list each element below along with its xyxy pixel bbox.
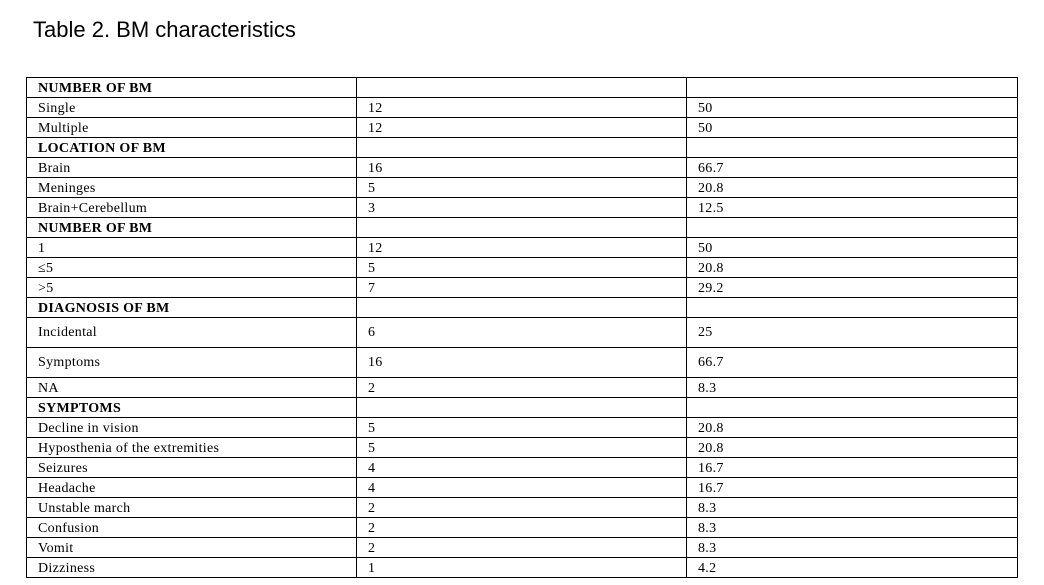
count-cell: 2 <box>357 538 687 558</box>
row-label-cell: NUMBER OF BM <box>27 78 357 98</box>
count-cell: 1 <box>357 558 687 578</box>
percent-cell: 20.8 <box>687 438 1018 458</box>
row-label-cell: LOCATION OF BM <box>27 138 357 158</box>
count-cell: 5 <box>357 438 687 458</box>
row-label-cell: Incidental <box>27 318 357 348</box>
percent-cell: 29.2 <box>687 278 1018 298</box>
table-row <box>27 118 1018 138</box>
row-label-cell: Hyposthenia of the extremities <box>27 438 357 458</box>
table-row <box>27 198 1018 218</box>
count-cell: 12 <box>357 118 687 138</box>
count-cell: 2 <box>357 498 687 518</box>
table-body <box>27 78 1018 578</box>
row-label-cell: Unstable march <box>27 498 357 518</box>
table-row <box>27 158 1018 178</box>
table-row <box>27 438 1018 458</box>
percent-cell <box>687 78 1018 98</box>
count-cell: 2 <box>357 518 687 538</box>
percent-cell: 8.3 <box>687 538 1018 558</box>
count-cell: 16 <box>357 348 687 378</box>
table-row <box>27 318 1018 348</box>
percent-cell: 12.5 <box>687 198 1018 218</box>
count-cell: 3 <box>357 198 687 218</box>
count-cell: 12 <box>357 98 687 118</box>
bm-characteristics-table <box>26 77 1018 578</box>
row-label-cell: Dizziness <box>27 558 357 578</box>
table-row <box>27 178 1018 198</box>
row-label-cell: Brain <box>27 158 357 178</box>
row-label-cell: Brain+Cerebellum <box>27 198 357 218</box>
row-label-cell: Meninges <box>27 178 357 198</box>
section-heading-row <box>27 218 1018 238</box>
percent-cell: 8.3 <box>687 378 1018 398</box>
count-cell: 12 <box>357 238 687 258</box>
percent-cell: 66.7 <box>687 158 1018 178</box>
section-heading-row <box>27 398 1018 418</box>
count-cell <box>357 138 687 158</box>
table-row <box>27 518 1018 538</box>
row-label-cell: 1 <box>27 238 357 258</box>
percent-cell: 20.8 <box>687 178 1018 198</box>
percent-cell: 8.3 <box>687 498 1018 518</box>
count-cell <box>357 298 687 318</box>
count-cell: 7 <box>357 278 687 298</box>
count-cell: 2 <box>357 378 687 398</box>
table-row <box>27 418 1018 438</box>
count-cell: 4 <box>357 458 687 478</box>
row-label-cell: SYMPTOMS <box>27 398 357 418</box>
count-cell <box>357 398 687 418</box>
row-label-cell: Decline in vision <box>27 418 357 438</box>
percent-cell: 66.7 <box>687 348 1018 378</box>
row-label-cell: Single <box>27 98 357 118</box>
row-label-cell: DIAGNOSIS OF BM <box>27 298 357 318</box>
count-cell: 5 <box>357 178 687 198</box>
count-cell: 16 <box>357 158 687 178</box>
count-cell <box>357 218 687 238</box>
percent-cell <box>687 218 1018 238</box>
percent-cell <box>687 138 1018 158</box>
table-row <box>27 498 1018 518</box>
table-row <box>27 98 1018 118</box>
percent-cell: 16.7 <box>687 458 1018 478</box>
table-row <box>27 238 1018 258</box>
percent-cell: 20.8 <box>687 418 1018 438</box>
percent-cell <box>687 298 1018 318</box>
row-label-cell: Vomit <box>27 538 357 558</box>
row-label-cell: NUMBER OF BM <box>27 218 357 238</box>
count-cell: 5 <box>357 258 687 278</box>
table-row <box>27 378 1018 398</box>
count-cell: 4 <box>357 478 687 498</box>
row-label-cell: NA <box>27 378 357 398</box>
percent-cell: 16.7 <box>687 478 1018 498</box>
count-cell: 5 <box>357 418 687 438</box>
percent-cell: 25 <box>687 318 1018 348</box>
count-cell <box>357 78 687 98</box>
row-label-cell: >5 <box>27 278 357 298</box>
section-heading-row <box>27 138 1018 158</box>
count-cell: 6 <box>357 318 687 348</box>
table-row <box>27 558 1018 578</box>
section-heading-row <box>27 78 1018 98</box>
percent-cell: 50 <box>687 98 1018 118</box>
table-row <box>27 458 1018 478</box>
row-label-cell: Seizures <box>27 458 357 478</box>
table-row <box>27 538 1018 558</box>
table-row <box>27 258 1018 278</box>
row-label-cell: Headache <box>27 478 357 498</box>
table-row <box>27 278 1018 298</box>
percent-cell: 50 <box>687 118 1018 138</box>
row-label-cell: ≤5 <box>27 258 357 278</box>
percent-cell: 8.3 <box>687 518 1018 538</box>
percent-cell: 20.8 <box>687 258 1018 278</box>
table-title: Table 2. BM characteristics <box>33 17 296 42</box>
section-heading-row <box>27 298 1018 318</box>
row-label-cell: Symptoms <box>27 348 357 378</box>
percent-cell: 50 <box>687 238 1018 258</box>
percent-cell <box>687 398 1018 418</box>
table-row <box>27 478 1018 498</box>
percent-cell: 4.2 <box>687 558 1018 578</box>
table-row <box>27 348 1018 378</box>
row-label-cell: Multiple <box>27 118 357 138</box>
row-label-cell: Confusion <box>27 518 357 538</box>
